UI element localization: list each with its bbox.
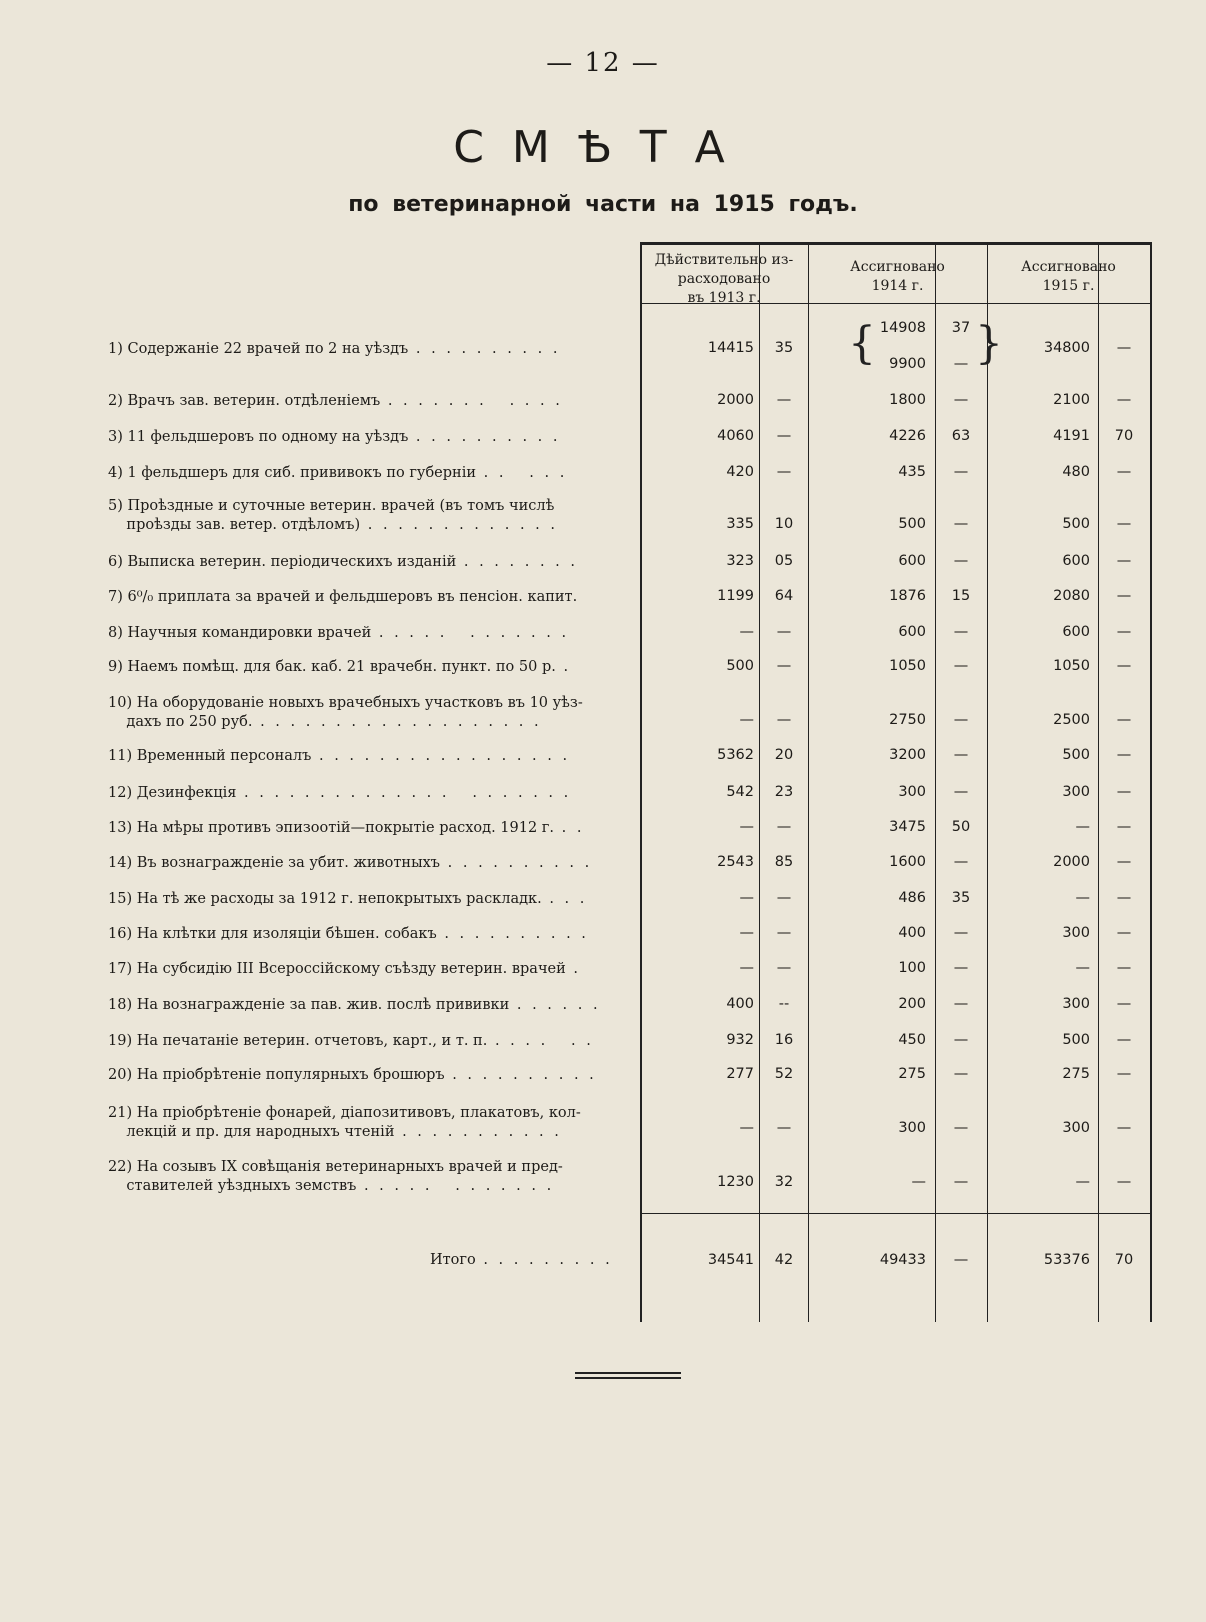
amount-1914-kop: — xyxy=(953,712,969,728)
amount-1914-kop: — xyxy=(953,464,969,480)
amount-1913-rub: 4060 xyxy=(717,428,754,444)
row-label-line xyxy=(108,516,632,535)
amount-1915-rub: 2100 xyxy=(1053,392,1090,408)
amount-1915-kop: — xyxy=(1116,925,1132,941)
amount-1913-kop: — xyxy=(776,392,792,408)
column-header-line: 1914 г. xyxy=(871,278,924,294)
amount-1915-rub: — xyxy=(1075,890,1090,906)
leader-dots: . . . . . . . . . . xyxy=(444,1067,597,1083)
document-title: СМѢТА xyxy=(453,122,753,173)
amount-1915-rub: 480 xyxy=(1062,464,1090,480)
amount-1914-rub: 450 xyxy=(898,1032,926,1048)
amount-1915-rub: 4191 xyxy=(1053,428,1090,444)
row-label-line xyxy=(108,1032,632,1051)
row-label-line xyxy=(108,854,632,873)
amount-1915-rub: 600 xyxy=(1062,553,1090,569)
row-label-text: 12) Дезинфекція xyxy=(108,785,237,801)
amount-1913-rub: 500 xyxy=(726,658,754,674)
amount-1913-kop: -- xyxy=(778,996,790,1012)
row-label-text: 14) Въ вознагражденіе за убит. животныхъ xyxy=(108,855,441,871)
amount-1914-rub: 1600 xyxy=(889,854,926,870)
row-label xyxy=(108,819,632,838)
row-label-line xyxy=(108,1177,632,1196)
leader-dots: . . . . . . . . . . . . xyxy=(371,625,570,641)
end-rule xyxy=(575,1377,681,1379)
column-header xyxy=(640,251,808,308)
row-label-line xyxy=(108,960,632,979)
amount-1914-rub: 2750 xyxy=(889,712,926,728)
total-label xyxy=(430,1252,640,1268)
row-label-text: 4) 1 фельдшеръ для сиб. прививокъ по губерніи xyxy=(108,465,477,481)
leader-dots: . . . . . . . . . xyxy=(475,1252,613,1268)
left-brace-icon: { xyxy=(848,318,876,369)
row-label-line xyxy=(108,658,632,677)
amount-1914-rub: 14908 xyxy=(879,320,926,336)
amount-1915-rub: 300 xyxy=(1062,996,1090,1012)
row-label-text: 11) Временный персоналъ xyxy=(108,748,312,764)
amount-1913-rub: 542 xyxy=(726,784,754,800)
row-label-line xyxy=(108,428,632,447)
table-column-rule xyxy=(1150,244,1152,1322)
leader-dots: . . . . . . . . . . . . . . . . . xyxy=(311,748,571,764)
column-header xyxy=(808,258,987,296)
row-label xyxy=(108,694,632,732)
amount-1915-kop: — xyxy=(1116,890,1132,906)
row-label-line xyxy=(108,624,632,643)
amount-1913-kop: — xyxy=(776,960,792,976)
amount-1913-kop: 35 xyxy=(774,340,794,356)
amount-1915-kop: — xyxy=(1116,1066,1132,1082)
row-label xyxy=(108,1104,632,1142)
leader-dots: . . . . . . . . xyxy=(456,554,579,570)
row-label-text: 8) Научныя командировки врачей xyxy=(108,625,372,641)
row-label-line xyxy=(108,925,632,944)
amount-1915-rub: 275 xyxy=(1062,1066,1090,1082)
amount-1914-kop: — xyxy=(953,854,969,870)
row-label xyxy=(108,747,632,766)
amount-1914-kop: — xyxy=(953,1066,969,1082)
row-label-text: 21) На пріобрѣтеніе фонарей, діапозитивовъ, плакатовъ, кол- xyxy=(108,1105,581,1121)
column-header-line: расходовано xyxy=(677,271,771,287)
amount-1915-kop: — xyxy=(1116,854,1132,870)
amount-1915-kop: — xyxy=(1116,624,1132,640)
amount-1913-rub: 277 xyxy=(726,1066,754,1082)
amount-1914-rub: 400 xyxy=(898,925,926,941)
leader-dots: . . . . . . . . . . xyxy=(408,341,561,357)
row-label xyxy=(108,1158,632,1196)
row-label-text: 22) На созывъ IX совѣщанія ветеринарныхъ врачей и пред- xyxy=(108,1159,563,1175)
amount-1914-kop: 63 xyxy=(951,428,971,444)
row-label-text: 9) Наемъ помѣщ. для бак. каб. 21 врачебн. пункт. по 50 р. xyxy=(108,659,556,675)
amount-1913-kop: 32 xyxy=(774,1174,794,1190)
amount-1913-rub: — xyxy=(739,925,754,941)
amount-1913-rub: 400 xyxy=(726,996,754,1012)
row-label-text: 18) На вознагражденіе за пав. жив. послѣ прививки xyxy=(108,997,510,1013)
column-header-line: 1915 г. xyxy=(1042,278,1095,294)
row-label-line xyxy=(108,1158,632,1177)
amount-1915-rub: 600 xyxy=(1062,624,1090,640)
amount-1913-rub: — xyxy=(739,890,754,906)
amount-1915-kop: — xyxy=(1116,516,1132,532)
row-label-text: 16) На клѣтки для изоляціи бѣшен. собакъ xyxy=(108,926,437,942)
amount-1913-rub: 335 xyxy=(726,516,754,532)
amount-1914-kop: — xyxy=(953,658,969,674)
amount-1914-rub: 600 xyxy=(898,624,926,640)
amount-1915-rub: 500 xyxy=(1062,747,1090,763)
amount-1914-rub: 9900 xyxy=(889,356,926,372)
amount-1914-kop: — xyxy=(953,1120,969,1136)
amount-1915-rub: 300 xyxy=(1062,1120,1090,1136)
row-label-line xyxy=(108,553,632,572)
row-label xyxy=(108,340,632,359)
amount-1913-kop: — xyxy=(776,624,792,640)
amount-1913-rub: 420 xyxy=(726,464,754,480)
amount-1914-rub: 1050 xyxy=(889,658,926,674)
amount-1915-rub: 34800 xyxy=(1043,340,1090,356)
amount-1913-rub: — xyxy=(739,819,754,835)
amount-1913-rub: 932 xyxy=(726,1032,754,1048)
amount-1915-kop: — xyxy=(1116,553,1132,569)
amount-1914-kop: 15 xyxy=(951,588,971,604)
amount-1913-kop: 64 xyxy=(774,588,794,604)
amount-1915-rub: 500 xyxy=(1062,516,1090,532)
row-label xyxy=(108,428,632,447)
amount-1914-kop: 50 xyxy=(951,819,971,835)
row-label-line xyxy=(108,497,632,516)
total-label-text: Итого xyxy=(430,1252,476,1268)
row-label-text: лекцій и пр. для народныхъ чтеній xyxy=(108,1124,395,1140)
row-label xyxy=(108,1032,632,1051)
amount-1915-kop: — xyxy=(1116,996,1132,1012)
row-label-line xyxy=(108,464,632,483)
row-label xyxy=(108,658,632,677)
leader-dots: . . . . . . xyxy=(509,997,601,1013)
row-label-line xyxy=(108,392,632,411)
row-label-line xyxy=(108,1066,632,1085)
amount-1915-kop: — xyxy=(1116,464,1132,480)
amount-1913-rub: — xyxy=(739,624,754,640)
amount-1914-kop: — xyxy=(953,1032,969,1048)
amount-1913-rub: 323 xyxy=(726,553,754,569)
column-header-line: Ассигновано xyxy=(1021,259,1116,275)
leader-dots: . . . . . . . . . . . xyxy=(394,1124,562,1140)
amount-1913-kop: — xyxy=(776,658,792,674)
row-label xyxy=(108,925,632,944)
row-label xyxy=(108,392,632,411)
amount-1915-rub: 2080 xyxy=(1053,588,1090,604)
row-label-line xyxy=(108,1104,632,1123)
leader-dots: . . . xyxy=(541,891,588,907)
leader-dots: . . xyxy=(554,820,585,836)
amount-1914-rub: 100 xyxy=(898,960,926,976)
column-header-line: Ассигновано xyxy=(850,259,945,275)
amount-1915-rub: — xyxy=(1075,1174,1090,1190)
amount-1913-rub: 5362 xyxy=(717,747,754,763)
row-label-text: дахъ по 250 руб. xyxy=(108,714,253,730)
amount-1914-rub: 435 xyxy=(898,464,926,480)
amount-1914-kop: — xyxy=(953,392,969,408)
amount-1913-rub: — xyxy=(739,1120,754,1136)
amount-1914-kop: — xyxy=(953,1174,969,1190)
total-1915-rub: 53376 xyxy=(1043,1252,1090,1268)
amount-1915-rub: 300 xyxy=(1062,784,1090,800)
row-label xyxy=(108,588,632,607)
amount-1913-kop: — xyxy=(776,819,792,835)
amount-1914-kop: — xyxy=(953,960,969,976)
row-label-text: 7) 6⁰/₀ приплата за врачей и фельдшеровъ въ пенсіон. капит. xyxy=(108,589,578,605)
row-label xyxy=(108,996,632,1015)
amount-1914-kop: — xyxy=(953,356,969,372)
amount-1914-kop: — xyxy=(953,747,969,763)
amount-1915-kop: — xyxy=(1116,588,1132,604)
amount-1915-kop: — xyxy=(1116,819,1132,835)
row-label-line xyxy=(108,340,632,359)
amount-1913-kop: 23 xyxy=(774,784,794,800)
total-1913-rub: 34541 xyxy=(707,1252,754,1268)
column-header-line: Дѣйствительно из- xyxy=(654,252,794,268)
amount-1915-rub: 2500 xyxy=(1053,712,1090,728)
amount-1913-rub: — xyxy=(739,960,754,976)
leader-dots: . . . . . . . . . . . . . . . . . . . xyxy=(252,714,542,730)
total-1913-kop: 42 xyxy=(774,1252,794,1268)
row-label-line xyxy=(108,1123,632,1142)
page-number: — 12 — xyxy=(546,48,660,78)
amount-1913-rub: 1230 xyxy=(717,1174,754,1190)
table-column-rule xyxy=(640,244,642,1322)
row-label-text: 15) На тѣ же расходы за 1912 г. непокрытыхъ раскладк. xyxy=(108,891,542,907)
row-label-text: 1) Содержаніе 22 врачей по 2 на уѣздъ xyxy=(108,341,409,357)
row-label-text: 5) Проѣздные и суточные ветерин. врачей (въ томъ числѣ xyxy=(108,498,555,514)
leader-dots: . xyxy=(555,659,572,675)
amount-1914-rub: 275 xyxy=(898,1066,926,1082)
amount-1913-rub: 1199 xyxy=(717,588,754,604)
row-label-line xyxy=(108,819,632,838)
document-subtitle: по ветеринарной части на 1915 годъ. xyxy=(348,192,858,217)
amount-1914-kop: — xyxy=(953,516,969,532)
row-label xyxy=(108,854,632,873)
amount-1914-rub: 300 xyxy=(898,784,926,800)
table-total-rule xyxy=(640,1213,1152,1214)
amount-1915-kop: — xyxy=(1116,340,1132,356)
amount-1913-kop: 20 xyxy=(774,747,794,763)
amount-1915-kop: — xyxy=(1116,1032,1132,1048)
row-label-line xyxy=(108,588,632,607)
row-label-line xyxy=(108,694,632,713)
amount-1914-kop: 37 xyxy=(951,320,971,336)
amount-1913-kop: 52 xyxy=(774,1066,794,1082)
row-label xyxy=(108,890,632,909)
amount-1914-kop: — xyxy=(953,925,969,941)
row-label xyxy=(108,1066,632,1085)
amount-1914-kop: — xyxy=(953,624,969,640)
leader-dots: . . . . . . . . . . xyxy=(408,429,561,445)
amount-1914-rub: 300 xyxy=(898,1120,926,1136)
leader-dots: . . . . . . . . . . xyxy=(440,855,593,871)
amount-1913-rub: 2000 xyxy=(717,392,754,408)
amount-1913-kop: — xyxy=(776,1120,792,1136)
row-label-line xyxy=(108,996,632,1015)
amount-1914-rub: 1800 xyxy=(889,392,926,408)
row-label xyxy=(108,960,632,979)
row-label xyxy=(108,624,632,643)
row-label-line xyxy=(108,890,632,909)
leader-dots: . . . . . xyxy=(476,465,568,481)
leader-dots: . . . . . . . . . . . . . xyxy=(360,517,558,533)
amount-1915-rub: 500 xyxy=(1062,1032,1090,1048)
row-label-line xyxy=(108,747,632,766)
amount-1914-kop: — xyxy=(953,996,969,1012)
amount-1915-kop: — xyxy=(1116,1120,1132,1136)
row-label-line xyxy=(108,784,632,803)
amount-1915-rub: — xyxy=(1075,819,1090,835)
amount-1914-rub: 200 xyxy=(898,996,926,1012)
amount-1915-kop: — xyxy=(1116,1174,1132,1190)
amount-1913-rub: 14415 xyxy=(707,340,754,356)
row-label-text: 20) На пріобрѣтеніе популярныхъ брошюръ xyxy=(108,1067,445,1083)
table-column-rule xyxy=(987,244,988,1322)
amount-1914-rub: 3475 xyxy=(889,819,926,835)
row-label-text: 17) На субсидію III Всероссійскому съѣзду ветерин. врачей xyxy=(108,961,566,977)
amount-1915-kop: — xyxy=(1116,960,1132,976)
total-1915-kop: 70 xyxy=(1114,1252,1134,1268)
amount-1915-kop: — xyxy=(1116,392,1132,408)
amount-1913-kop: 16 xyxy=(774,1032,794,1048)
amount-1913-kop: — xyxy=(776,464,792,480)
leader-dots: . . . . . . xyxy=(487,1033,594,1049)
amount-1913-kop: 10 xyxy=(774,516,794,532)
row-label-text: 2) Врачъ зав. ветерин. отдѣленіемъ xyxy=(108,393,381,409)
row-label xyxy=(108,553,632,572)
amount-1914-rub: 600 xyxy=(898,553,926,569)
leader-dots: . . . . . . . . . . . xyxy=(380,393,563,409)
row-label-text: 3) 11 фельдшеровъ по одному на уѣздъ xyxy=(108,429,409,445)
amount-1913-kop: 85 xyxy=(774,854,794,870)
row-label-text: проѣзды зав. ветер. отдѣломъ) xyxy=(108,517,361,533)
amount-1915-rub: 300 xyxy=(1062,925,1090,941)
row-label-line xyxy=(108,713,632,732)
row-label-text: 19) На печатаніе ветерин. отчетовъ, карт., и т. п. xyxy=(108,1033,488,1049)
amount-1914-rub: — xyxy=(911,1174,926,1190)
amount-1913-kop: — xyxy=(776,712,792,728)
amount-1915-kop: — xyxy=(1116,658,1132,674)
total-1914-kop: — xyxy=(953,1252,969,1268)
leader-dots: . . . . . . . . . . . . xyxy=(356,1178,555,1194)
leader-dots: . xyxy=(565,961,582,977)
amount-1914-rub: 1876 xyxy=(889,588,926,604)
amount-1914-kop: — xyxy=(953,553,969,569)
table-top-rule xyxy=(640,242,1152,245)
row-label-text: 10) На оборудованіе новыхъ врачебныхъ участковъ въ 10 уѣз- xyxy=(108,695,583,711)
amount-1915-rub: — xyxy=(1075,960,1090,976)
end-rule xyxy=(575,1372,681,1374)
table-column-rule xyxy=(808,244,809,1322)
amount-1914-rub: 486 xyxy=(898,890,926,906)
leader-dots: . . . . . . . . . . . . . . . . . . . . . xyxy=(236,785,572,801)
amount-1915-kop: — xyxy=(1116,784,1132,800)
row-label-text: 13) На мѣры противъ эпизоотій—покрытіе расход. 1912 г. xyxy=(108,820,555,836)
amount-1914-rub: 4226 xyxy=(889,428,926,444)
row-label xyxy=(108,784,632,803)
amount-1914-kop: — xyxy=(953,784,969,800)
amount-1915-kop: 70 xyxy=(1114,428,1134,444)
amount-1913-kop: — xyxy=(776,890,792,906)
amount-1915-rub: 1050 xyxy=(1053,658,1090,674)
amount-1915-rub: 2000 xyxy=(1053,854,1090,870)
amount-1913-kop: 05 xyxy=(774,553,794,569)
amount-1914-rub: 500 xyxy=(898,516,926,532)
amount-1913-kop: — xyxy=(776,428,792,444)
amount-1914-kop: 35 xyxy=(951,890,971,906)
row-label xyxy=(108,497,632,535)
amount-1915-kop: — xyxy=(1116,747,1132,763)
row-label-text: ставителей уѣздныхъ земствъ xyxy=(108,1178,357,1194)
right-brace-icon: } xyxy=(975,318,1003,369)
row-label xyxy=(108,464,632,483)
leader-dots: . . . . . . . . . . xyxy=(436,926,589,942)
column-header-line: въ 1913 г. xyxy=(687,290,761,306)
amount-1915-kop: — xyxy=(1116,712,1132,728)
amount-1914-rub: 3200 xyxy=(889,747,926,763)
amount-1913-rub: — xyxy=(739,712,754,728)
column-header xyxy=(987,258,1150,296)
row-label-text: 6) Выписка ветерин. періодическихъ изданій xyxy=(108,554,457,570)
amount-1913-rub: 2543 xyxy=(717,854,754,870)
total-1914-rub: 49433 xyxy=(879,1252,926,1268)
amount-1913-kop: — xyxy=(776,925,792,941)
